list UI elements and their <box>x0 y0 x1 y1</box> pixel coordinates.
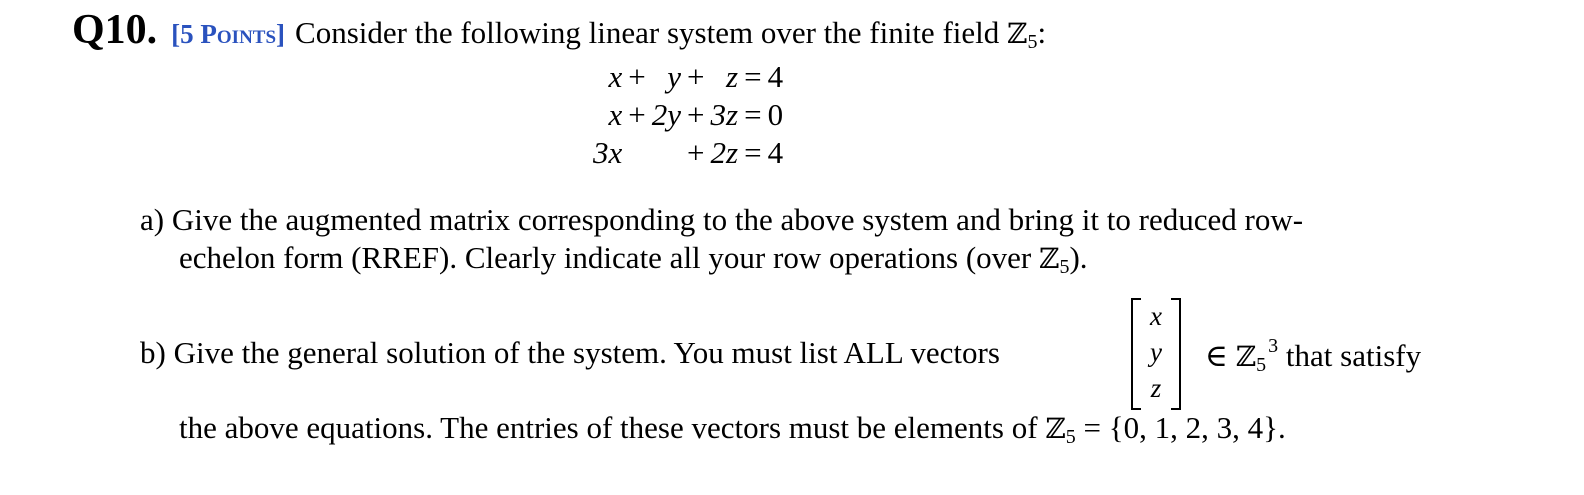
eq-equals: = <box>744 135 762 170</box>
part-a-close: ). <box>1069 240 1088 275</box>
question-intro <box>295 15 1047 53</box>
eq-operator: + <box>687 97 705 132</box>
field-subscript: 5 <box>1065 426 1076 448</box>
part-b-label: b) <box>140 335 166 370</box>
eq-equals: = <box>744 97 762 132</box>
eq-rhs: 4 <box>767 59 784 94</box>
eq-operator: + <box>687 135 705 170</box>
part-b-line-2 <box>179 410 1286 449</box>
points-text: [5 Points] <box>171 19 286 49</box>
vector-entry-y: y <box>1150 337 1162 367</box>
eq-operator <box>625 134 648 172</box>
eq-term: 2y <box>651 97 682 132</box>
equation-row <box>590 58 786 96</box>
field-symbol: ℤ <box>1045 412 1066 445</box>
part-a-label: a) <box>140 202 165 237</box>
eq-term: 3x <box>593 135 623 170</box>
element-of-symbol: ∈ <box>1205 338 1228 373</box>
intro-colon: : <box>1037 15 1047 50</box>
eq-operator: + <box>687 59 705 94</box>
part-a-text-1: Give the augmented matrix corresponding to the above system and bring it to reduced row- <box>171 202 1304 237</box>
eq-equals: = <box>744 59 762 94</box>
eq-rhs: 4 <box>767 135 784 170</box>
question-header <box>72 6 1046 54</box>
field-subscript: 5 <box>1027 31 1038 53</box>
equation-table <box>590 58 786 172</box>
field-symbol: ℤ <box>1007 17 1028 50</box>
points-badge <box>171 19 285 49</box>
eq-term: x <box>608 97 623 132</box>
vector-entry-z: z <box>1150 373 1162 403</box>
eq-term: x <box>608 59 623 94</box>
intro-text: Consider the following linear system over the finite field <box>295 15 1000 50</box>
part-b-line-1 <box>140 335 1000 371</box>
question-number: Q10. <box>72 7 158 53</box>
equation-row <box>590 96 786 134</box>
part-b-membership <box>1205 335 1421 377</box>
part-a-line-1 <box>140 202 1303 238</box>
field-exponent: 3 <box>1268 335 1279 357</box>
field-symbol: ℤ <box>1235 340 1257 373</box>
column-vector <box>1127 298 1185 410</box>
field-set-definition: = {0, 1, 2, 3, 4}. <box>1083 410 1286 445</box>
part-b-text-1: Give the general solution of the system. You must list ALL vectors <box>173 335 1000 370</box>
equation-row <box>590 134 786 172</box>
field-subscript: 5 <box>1256 354 1267 376</box>
linear-system <box>590 58 786 172</box>
eq-term: y <box>667 59 682 94</box>
part-b-text-2: the above equations. The entries of these vectors must be elements of <box>179 410 1038 445</box>
part-a-line-2 <box>179 240 1088 279</box>
part-b-tail-text: that satisfy <box>1285 338 1422 373</box>
field-subscript: 5 <box>1059 256 1070 278</box>
eq-term: z <box>726 59 739 94</box>
eq-operator: + <box>628 59 646 94</box>
eq-rhs: 0 <box>767 97 784 132</box>
eq-operator: + <box>628 97 646 132</box>
eq-term <box>649 134 684 172</box>
eq-term: 3z <box>710 97 739 132</box>
field-symbol: ℤ <box>1039 242 1060 275</box>
eq-term: 2z <box>710 135 739 170</box>
part-a-text-2: echelon form (RREF). Clearly indicate all your row operations (over <box>179 240 1032 275</box>
vector-entry-x: x <box>1150 301 1162 331</box>
